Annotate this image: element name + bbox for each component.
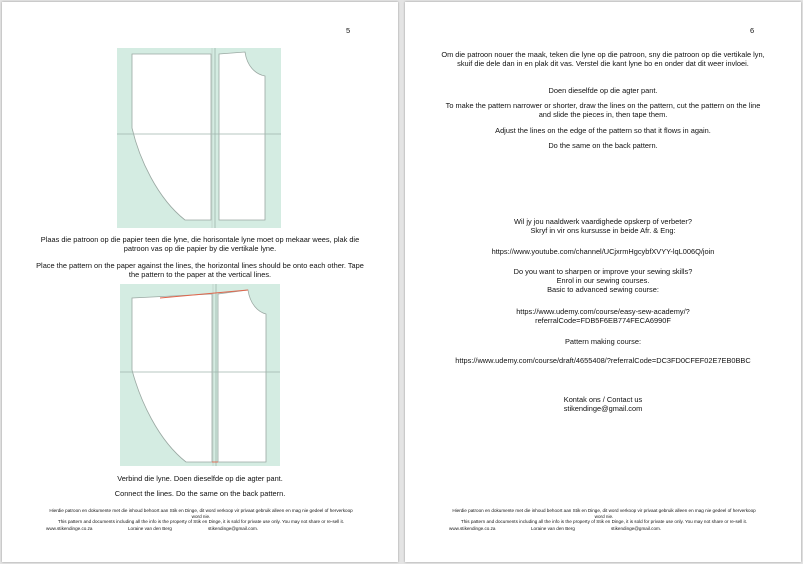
promo-afrikaans: Wil jy jou naaldwerk vaardighede opskerp of verbeter? Skryf in vir ons kursusse in beide Afr. & Eng: [514,217,692,236]
footer-author: Loraine van den Berg [531,525,575,531]
udemy-sewing-course-link[interactable]: https://www.udemy.com/course/easy-sew-academy/?referralCode=FDB5F6EB774FECA6990F [516,307,690,326]
page-6 [405,2,801,562]
paragraph-english-back: Do the same on the back pattern. [548,141,658,150]
paragraph-english-instructions: To make the pattern narrower or shorter, draw the lines on the pattern, cut the pattern on the line and slide the pieces in, then tape them. [445,101,761,120]
caption-english-2: Connect the lines. Do the same on the back pattern. [114,489,286,498]
page-5 [2,2,398,562]
page-footer [46,508,356,531]
caption-english-1: Place the pattern on the paper against the lines, the horizontal lines should be onto each other. Tape the pattern to the paper at the vertical lines. [36,261,364,280]
contact-info: Kontak ons / Contact us stikendinge@gmail.com [563,395,643,414]
youtube-link[interactable]: https://www.youtube.com/channel/UCjxrmHgcybfXVYY-lqL006Q/join [491,247,715,256]
pattern-illustration [117,48,281,228]
caption-afrikaans-2: Verbind die lyne. Doen dieselfde op die agter pant. [117,474,283,483]
pattern-course-heading: Pattern making course: [565,337,641,346]
promo-english: Do you want to sharpen or improve your sewing skills? Enrol in our sewing courses. Basic to advanced sewing course: [513,267,693,295]
pattern-figure-taped [117,48,281,228]
paragraph-afrikaans-back: Doen dieselfde op die agter pant. [548,86,658,95]
caption-afrikaans-1: Plaas die patroon op die papier teen die lyne, die horisontale lyne moet op mekaar wees, plak die patroon vas op die papier by die vertikale lyne. [40,235,360,254]
paragraph-afrikaans-instructions: Om die patroon nouer the maak, teken die lyne op die patroon, sny die patroon op die vertikale lyn, skuif die dele dan in en plak dit vas. Verstel die kant lyne bo en onder dat dit weer invloei. [441,50,765,69]
paragraph-english-adjust: Adjust the lines on the edge of the pattern so that it flows in again. [495,126,711,135]
footer-disclaimer-afrikaans: Hierdie patroon en dokumente met die inhoud behoort aan Stik en Dinge, dit word verkoop vir privaat gebruik alleen en mag nie gedeel of herverkoop word nie. [49,508,353,519]
pattern-illustration [120,284,280,466]
footer-website: www.stikendinge.co.za [449,525,496,531]
page-number: 6 [750,26,755,35]
footer-disclaimer-afrikaans: Hierdie patroon en dokumente met die inhoud behoort aan Stik en Dinge, dit word verkoop vir privaat gebruik alleen en mag nie gedeel of herverkoop word nie. [452,508,756,519]
page-footer [449,508,759,531]
footer-disclaimer-english: This pattern and documents including all the info is the property of Stik en Dinge, it is sold for private use only. You may not share or re-sell it. [460,519,748,525]
pattern-figure-connected [120,284,280,466]
footer-disclaimer-english: This pattern and documents including all the info is the property of Stik en Dinge, it is sold for private use only. You may not share or re-sell it. [57,519,345,525]
footer-website: www.stikendinge.co.za [46,525,93,531]
udemy-pattern-course-link[interactable]: https://www.udemy.com/course/draft/4655408/?referralCode=DC3FD0CFEF02E7EB0BBC [455,356,751,365]
page-number: 5 [346,26,351,35]
footer-email: stikendinge@gmail.com. [208,525,259,531]
footer-email: stikendinge@gmail.com. [611,525,662,531]
footer-author: Loraine van den Berg [128,525,172,531]
